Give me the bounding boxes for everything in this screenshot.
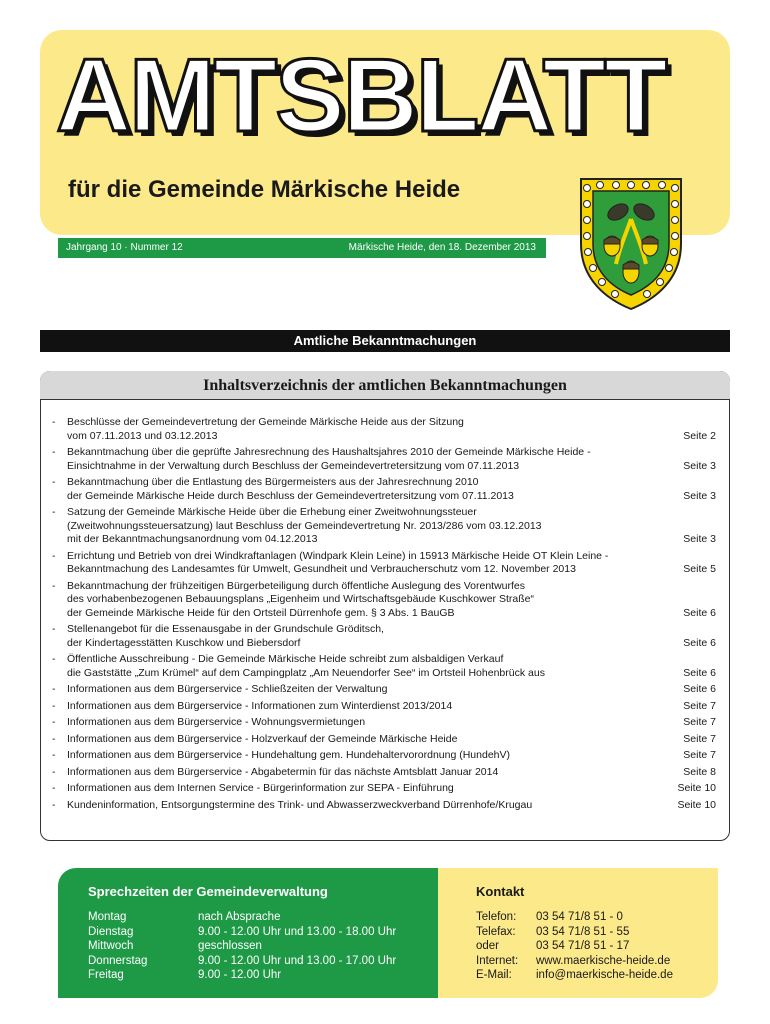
office-hours-row [88, 939, 396, 954]
toc-item [52, 446, 718, 473]
toc-bullet: - [52, 749, 56, 761]
toc-item-text: Bekanntmachung über die geprüfte Jahresrechnung des Haushaltsjahres 2010 der Gemeinde Märkische Heide - [67, 446, 591, 458]
contact-value: 03 54 71/8 51 - 55 [536, 925, 630, 938]
masthead-title: AMTSBLATT [56, 38, 666, 154]
contact-value: 03 54 71/8 51 - 17 [536, 940, 630, 952]
toc-bullet: - [52, 476, 56, 488]
toc-item-text: die Gaststätte „Zum Krümel“ auf dem Campingplatz „Am Neuendorfer See“ im Ortsteil Hohenbrück aus [67, 666, 545, 679]
toc-item [52, 700, 718, 714]
toc-bullet: - [52, 683, 56, 695]
toc-item [52, 416, 718, 443]
office-hours-time: 9.00 - 12.00 Uhr und 13.00 - 18.00 Uhr [198, 925, 397, 938]
office-hours-row [88, 954, 396, 969]
toc-item-text: mit der Bekanntmachungsanordnung vom 04.12.2013 [67, 533, 318, 545]
contact-row [476, 968, 673, 983]
toc-item [52, 733, 718, 747]
toc-item-text: Einsichtnahme in der Verwaltung durch Beschluss der Gemeindevertretersitzung vom 07.11.2013 [67, 459, 520, 472]
toc-item [52, 653, 718, 680]
contact-table [476, 910, 673, 983]
toc-bullet: - [52, 623, 56, 635]
toc-item [52, 782, 718, 796]
toc-bullet: - [52, 579, 56, 592]
toc-item [52, 623, 718, 650]
office-hours-day: Montag [88, 911, 127, 923]
office-hours-table [88, 910, 396, 983]
toc-item-text: Informationen aus dem Bürgerservice - Wohnungsvermietungen [67, 716, 366, 728]
contact-value: info@maerkische-heide.de [536, 969, 673, 981]
toc-list [52, 416, 718, 815]
office-hours-day: Donnerstag [88, 954, 148, 967]
contact-row [476, 939, 673, 954]
office-hours-day: Dienstag [88, 925, 134, 938]
issue-bar [58, 238, 546, 258]
toc-item-page: Seite 5 [683, 563, 716, 575]
toc-item-page: Seite 6 [683, 606, 716, 619]
contact-panel [438, 868, 718, 998]
office-hours-title: Sprechzeiten der Gemeindeverwaltung [88, 884, 328, 899]
contact-row [476, 910, 673, 925]
office-hours-row [88, 925, 396, 940]
toc-item-page: Seite 6 [683, 666, 716, 679]
toc-bullet: - [52, 653, 56, 665]
toc-item-text: Informationen aus dem Bürgerservice - Schließzeiten der Verwaltung [67, 683, 388, 695]
office-hours-panel [58, 868, 438, 998]
toc-item [52, 506, 718, 547]
toc-item-page: Seite 7 [683, 732, 716, 745]
office-hours-time: 9.00 - 12.00 Uhr und 13.00 - 17.00 Uhr [198, 954, 397, 967]
toc-item-text: Errichtung und Betrieb von drei Windkraftanlagen (Windpark Klein Leine) in 15913 Märkische Heide OT Klein Leine - [67, 549, 609, 562]
toc-bullet: - [52, 506, 56, 518]
contact-label: Telefon: [476, 911, 517, 923]
toc-item [52, 550, 718, 577]
toc-item-text: Öffentliche Ausschreibung - Die Gemeinde Märkische Heide schreibt zum alsbaldigen Verkauf [67, 653, 504, 665]
toc-item-text: Informationen aus dem Bürgerservice - Holzverkauf der Gemeinde Märkische Heide [67, 732, 458, 745]
toc-item-page: Seite 7 [683, 716, 716, 728]
toc-item [52, 799, 718, 813]
toc-item-text: der Gemeinde Märkische Heide durch Beschluss der Gemeindevertretersitzung vom 07.11.2013 [67, 489, 514, 502]
toc-item-text: Stellenangebot für die Essenausgabe in der Grundschule Gröditsch, [67, 623, 384, 635]
toc-title: Inhaltsverzeichnis der amtlichen Bekanntmachungen [40, 371, 730, 400]
toc-item-text: Kundeninformation, Entsorgungstermine des Trink- und Abwasserzweckverband Dürrenhofe/Krugau [67, 798, 533, 811]
coat-of-arms-icon [576, 174, 686, 314]
toc-bullet: - [52, 765, 56, 778]
issue-date: Märkische Heide, den 18. Dezember 2013 [348, 242, 536, 253]
toc-item-page: Seite 7 [683, 749, 716, 761]
toc-item-text: Informationen aus dem Bürgerservice - Informationen zum Winterdienst 2013/2014 [67, 699, 453, 712]
toc-item [52, 716, 718, 730]
contact-label: oder [476, 940, 500, 952]
toc-item-page: Seite 8 [683, 765, 716, 778]
toc-item-page: Seite 6 [683, 636, 716, 649]
section-heading: Amtliche Bekanntmachungen [40, 330, 730, 352]
contact-value: www.maerkische-heide.de [536, 954, 671, 967]
toc-bullet: - [52, 732, 56, 745]
toc-item-text: Beschlüsse der Gemeindevertretung der Gemeinde Märkische Heide aus der Sitzung [67, 416, 464, 428]
toc-item-page: Seite 3 [683, 459, 716, 472]
toc-bullet: - [52, 798, 56, 811]
contact-title: Kontakt [476, 884, 525, 899]
contact-row [476, 954, 673, 969]
toc-item-text: des vorhabenbezogenen Bebauungsplans „Eigenheim und Wirtschaftsgebäude Kuschkower Straße“ [67, 593, 534, 605]
office-hours-time: geschlossen [198, 940, 262, 952]
toc-item-text: Informationen aus dem Bürgerservice - Abgabetermin für das nächste Amtsblatt Januar 2014 [67, 765, 499, 778]
contact-value: 03 54 71/8 51 - 0 [536, 911, 623, 923]
toc-item [52, 476, 718, 503]
office-hours-time: nach Absprache [198, 911, 281, 923]
toc-item-page: Seite 10 [677, 782, 716, 794]
toc-item [52, 766, 718, 780]
toc-item-page: Seite 3 [683, 489, 716, 502]
toc-item-page: Seite 3 [683, 533, 716, 545]
toc-item-text: Satzung der Gemeinde Märkische Heide über die Erhebung einer Zweitwohnungssteuer [67, 506, 477, 518]
toc-bullet: - [52, 716, 56, 728]
office-hours-row [88, 910, 396, 925]
issue-number: Jahrgang 10 · Nummer 12 [66, 242, 183, 253]
office-hours-day: Mittwoch [88, 940, 134, 952]
toc-item-text: Informationen aus dem Bürgerservice - Hundehaltung gem. Hundehaltervorordnung (HundehV) [67, 749, 511, 761]
office-hours-day: Freitag [88, 969, 124, 981]
contact-row [476, 925, 673, 940]
toc-item-text: (Zweitwohnungssteuersatzung) laut Beschluss der Gemeindevertretung Nr. 2013/286 vom 03.12.2013 [67, 519, 542, 532]
toc-item-text: vom 07.11.2013 und 03.12.2013 [67, 429, 218, 442]
toc-item [52, 580, 718, 621]
toc-item-text: Informationen aus dem Internen Service - Bürgerinformation zur SEPA - Einführung [67, 782, 454, 794]
office-hours-row [88, 968, 396, 983]
toc-item-page: Seite 10 [677, 798, 716, 811]
toc-item-text: der Kindertagesstätten Kuschkow und Biebersdorf [67, 636, 301, 649]
office-hours-time: 9.00 - 12.00 Uhr [198, 969, 282, 981]
toc-bullet: - [52, 782, 56, 794]
toc-item-text: der Gemeinde Märkische Heide für den Ortsteil Dürrenhofe gem. § 3 Abs. 1 BauGB [67, 606, 455, 619]
masthead-subtitle: für die Gemeinde Märkische Heide [68, 176, 461, 203]
toc-item [52, 749, 718, 763]
toc-item-text: Bekanntmachung des Landesamtes für Umwelt, Gesundheit und Verbraucherschutz vom 12. November 2013 [67, 563, 576, 575]
toc-bullet: - [52, 699, 56, 712]
contact-label: Telefax: [476, 925, 516, 938]
toc-item-text: Bekanntmachung der frühzeitigen Bürgerbeteiligung durch öffentliche Auslegung des Vorentwurfes [67, 579, 526, 592]
toc-item-page: Seite 6 [683, 683, 716, 695]
toc-bullet: - [52, 416, 56, 428]
toc-item-page: Seite 2 [683, 429, 716, 442]
toc-item-page: Seite 7 [683, 699, 716, 712]
contact-label: E-Mail: [476, 969, 512, 981]
toc-bullet: - [52, 549, 56, 562]
toc-item-text: Bekanntmachung über die Entlastung des Bürgermeisters aus der Jahresrechnung 2010 [67, 476, 479, 488]
toc-bullet: - [52, 446, 56, 458]
contact-label: Internet: [476, 954, 519, 967]
toc-item [52, 683, 718, 697]
